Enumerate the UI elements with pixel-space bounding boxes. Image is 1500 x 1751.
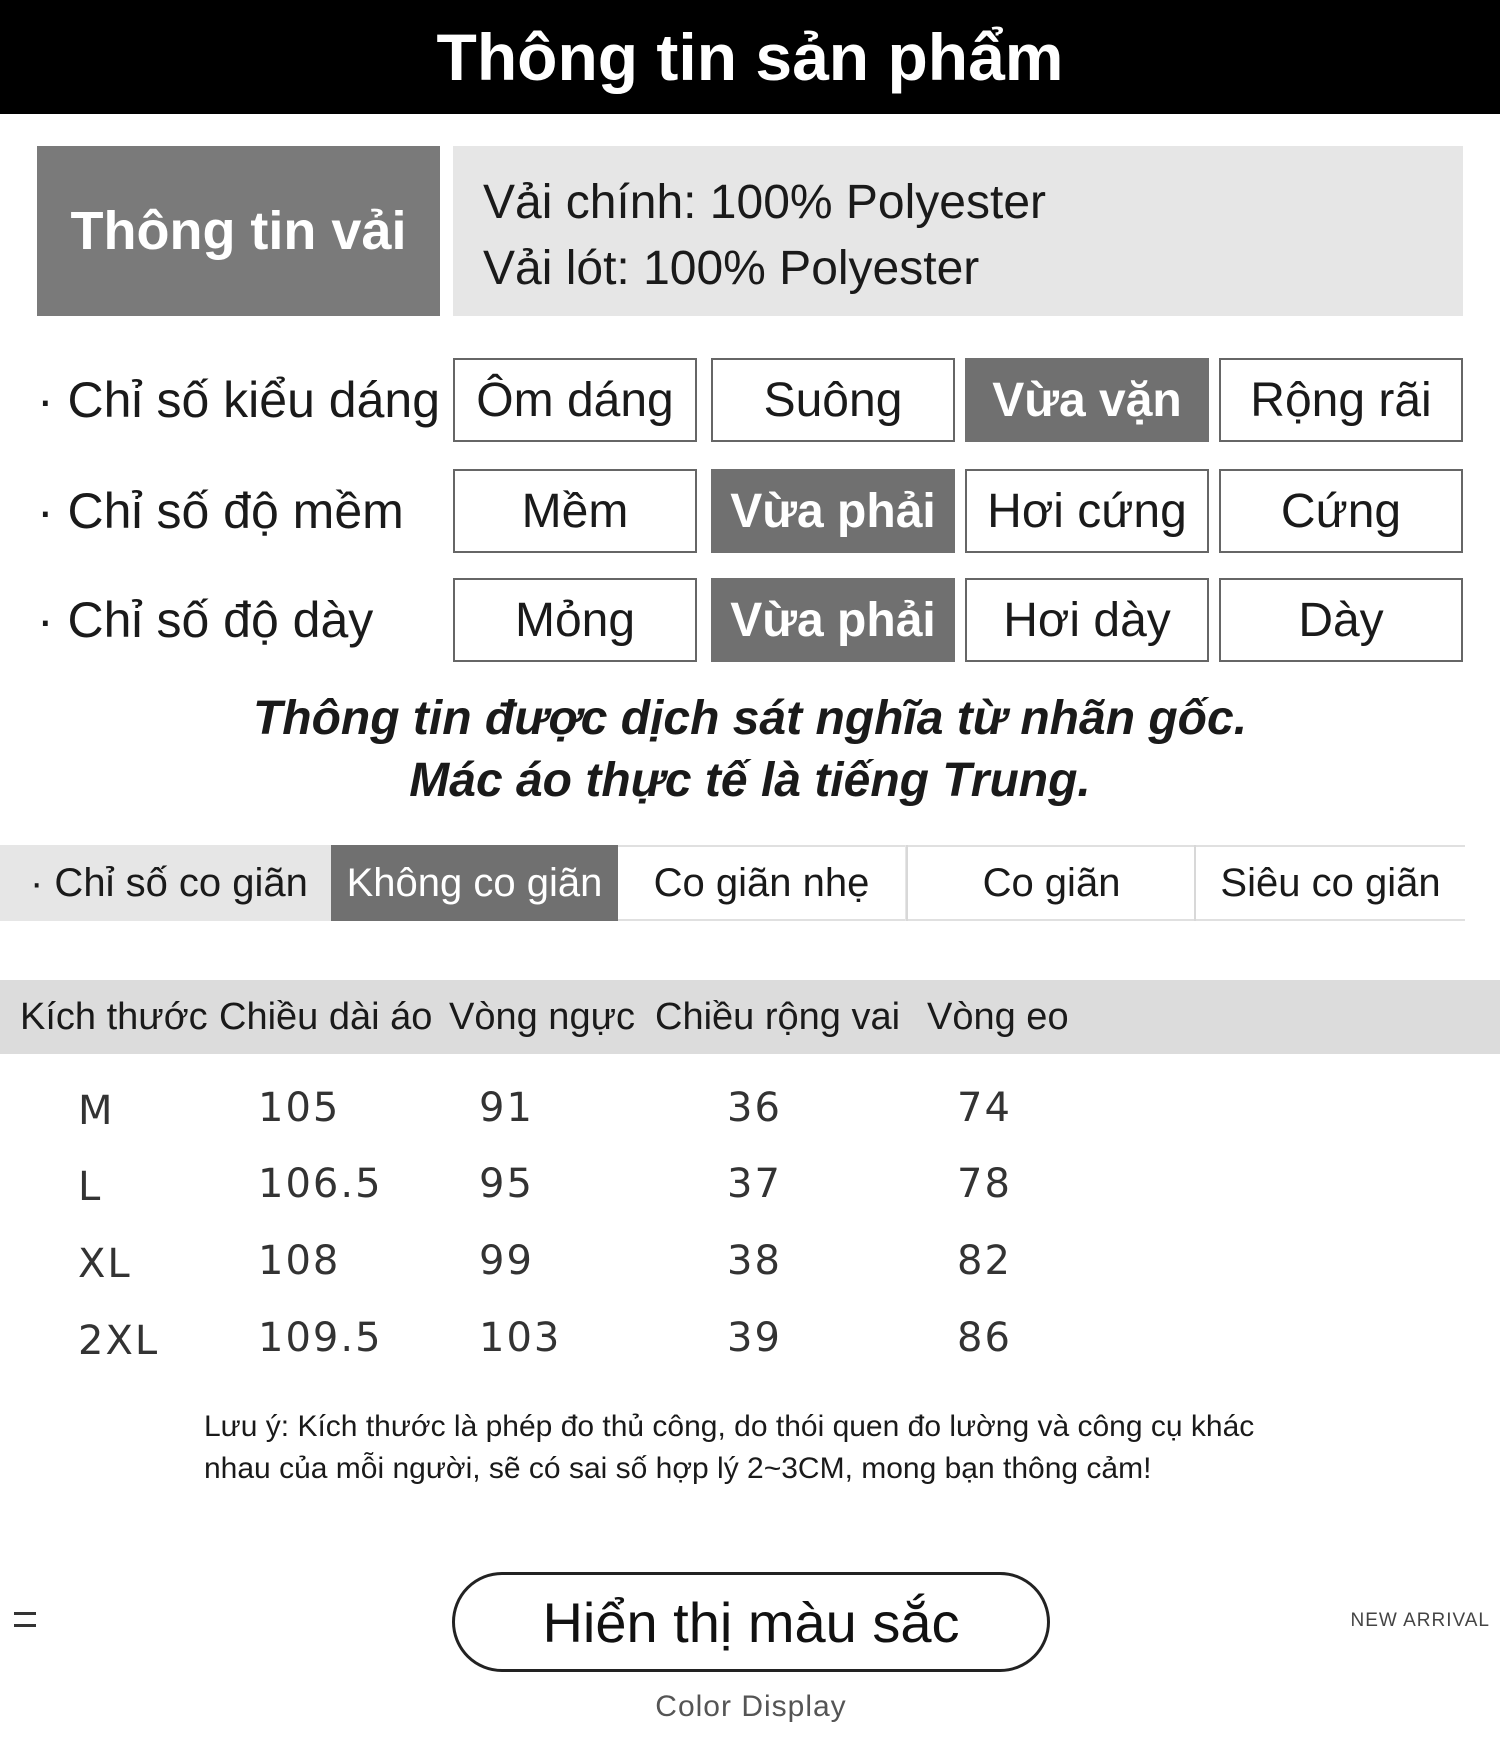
new-arrival-label: NEW ARRIVAL xyxy=(1350,1610,1490,1631)
table-cell: 105 xyxy=(258,1085,341,1131)
fabric-info-label: Thông tin vải xyxy=(37,146,440,316)
table-cell: 74 xyxy=(957,1085,1012,1131)
thickness-option-medium: Vừa phải xyxy=(711,578,955,662)
table-cell: 78 xyxy=(957,1161,1012,1207)
footnote-line1: Lưu ý: Kích thước là phép đo thủ công, do thói quen đo lường và công cụ khác xyxy=(204,1410,1255,1443)
main-fabric-text: Vải chính: 100% Polyester xyxy=(483,176,1046,229)
lining-fabric-text: Vải lót: 100% Polyester xyxy=(483,242,980,295)
stretch-index-label: · Chỉ số co giãn xyxy=(30,860,308,905)
table-cell: L xyxy=(78,1164,103,1210)
table-cell: 103 xyxy=(479,1315,562,1361)
style-option-fitted: Ôm dáng xyxy=(453,358,697,442)
softness-index-label: · Chỉ số độ mềm xyxy=(37,483,404,539)
thickness-option-slightly-thick: Hơi dày xyxy=(965,578,1209,662)
style-index-label: · Chỉ số kiểu dáng xyxy=(37,372,441,428)
softness-option-medium: Vừa phải xyxy=(711,469,955,553)
stretch-option-slight: Co giãn nhẹ xyxy=(618,845,905,921)
table-cell: 2XL xyxy=(78,1318,160,1364)
translation-note xyxy=(0,688,1500,812)
table-cell: 86 xyxy=(957,1315,1012,1361)
thickness-option-thick: Dày xyxy=(1219,578,1463,662)
header-waist: Vòng eo xyxy=(927,995,1069,1038)
menu-icon xyxy=(14,1610,36,1632)
translation-note-line1: Thông tin được dịch sát nghĩa từ nhãn gốc. xyxy=(252,692,1248,745)
thickness-option-thin: Mỏng xyxy=(453,578,697,662)
table-cell: 91 xyxy=(479,1085,534,1131)
header-chest: Vòng ngực xyxy=(449,995,636,1038)
table-cell: 39 xyxy=(727,1315,782,1361)
softness-option-stiff: Cứng xyxy=(1219,469,1463,553)
thickness-index-label: · Chỉ số độ dày xyxy=(37,592,374,648)
header-shoulder: Chiều rộng vai xyxy=(655,995,901,1038)
table-cell: 109.5 xyxy=(258,1315,383,1361)
table-cell: 36 xyxy=(727,1085,782,1131)
table-cell: 38 xyxy=(727,1238,782,1284)
color-display-heading: Hiển thị màu sắc xyxy=(452,1572,1050,1672)
table-cell: 106.5 xyxy=(258,1161,383,1207)
measurement-footnote xyxy=(204,1406,1354,1490)
softness-option-slightly-stiff: Hơi cứng xyxy=(965,469,1209,553)
color-display-subtitle: Color Display xyxy=(655,1690,847,1723)
table-cell: 95 xyxy=(479,1161,534,1207)
fabric-info-box xyxy=(453,146,1463,316)
style-option-loose: Suông xyxy=(711,358,955,442)
style-option-wide: Rộng rãi xyxy=(1219,358,1463,442)
table-cell: 82 xyxy=(957,1238,1012,1284)
header-length: Chiều dài áo xyxy=(219,995,433,1038)
table-cell: 108 xyxy=(258,1238,341,1284)
translation-note-line2: Mác áo thực tế là tiếng Trung. xyxy=(409,754,1091,807)
stretch-option-none: Không co giãn xyxy=(331,845,618,921)
footnote-line2: nhau của mỗi người, sẽ có sai số hợp lý 2~3CM, mong bạn thông cảm! xyxy=(204,1452,1152,1485)
table-cell: M xyxy=(78,1088,115,1134)
table-cell: 99 xyxy=(479,1238,534,1284)
style-option-regular: Vừa vặn xyxy=(965,358,1209,442)
page-title: Thông tin sản phẩm xyxy=(0,0,1500,114)
header-size: Kích thước xyxy=(20,995,208,1038)
table-cell: 37 xyxy=(727,1161,782,1207)
stretch-option-stretch: Co giãn xyxy=(908,845,1195,921)
softness-option-soft: Mềm xyxy=(453,469,697,553)
stretch-option-super: Siêu co giãn xyxy=(1196,845,1465,921)
table-cell: XL xyxy=(78,1241,132,1287)
